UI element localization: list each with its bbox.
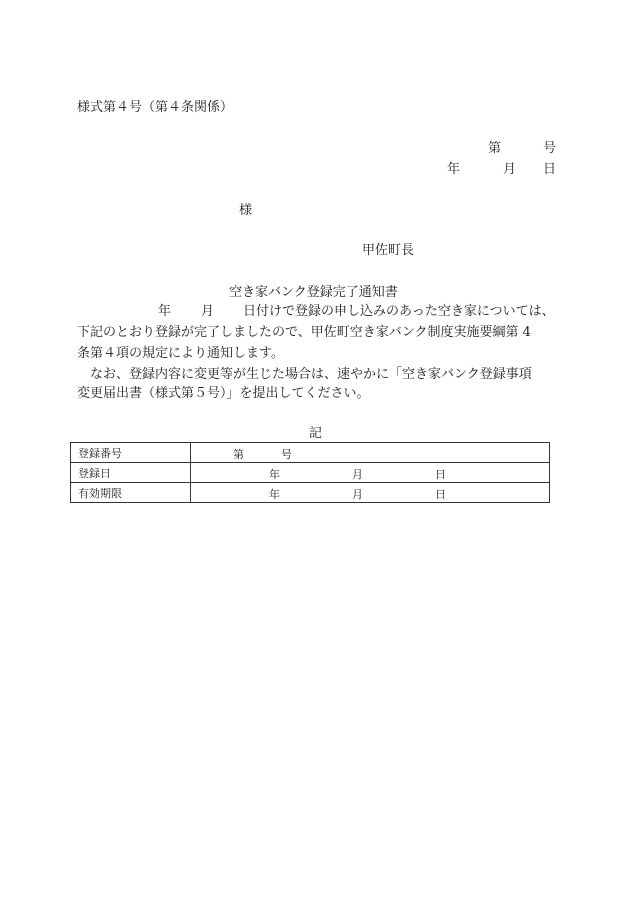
- body-line-3: 条第４項の規定により通知します。: [77, 346, 284, 361]
- body-line-1: 日付けで登録の申し込みのあった空き家については、: [243, 304, 555, 319]
- form-number: 様式第４号（第４条関係）: [77, 100, 234, 115]
- date-day: 日: [543, 162, 557, 177]
- value-year: 年: [269, 488, 280, 501]
- table-row: [71, 443, 550, 463]
- value-month: 月: [352, 488, 363, 501]
- body-line-4: なお、登録内容に変更等が生じた場合は、速やかに「空き家バンク登録事項: [77, 367, 532, 382]
- row-value-registration-number: [191, 443, 550, 463]
- body-line-5: 変更届出書（様式第５号）」を提出してください。: [77, 386, 370, 401]
- value-month: 月: [352, 468, 363, 481]
- row-label-registration-date: 登録日: [71, 463, 191, 483]
- value-day: 日: [435, 488, 446, 501]
- value-day: 日: [435, 468, 446, 481]
- table-row: [71, 463, 550, 483]
- value-go: 号: [281, 448, 292, 461]
- body-line-2: 下記のとおり登録が完了しましたので、甲佐町空き家バンク制度実施要綱第 4: [77, 325, 531, 340]
- addressee-suffix: 様: [239, 203, 253, 218]
- ki-heading: 記: [309, 426, 323, 441]
- row-value-expiry: [191, 483, 550, 503]
- registration-table: [70, 442, 550, 503]
- doc-number-dai: 第: [488, 141, 502, 156]
- value-dai: 第: [233, 448, 244, 461]
- value-year: 年: [269, 468, 280, 481]
- table-row: [71, 483, 550, 503]
- body-year: 年: [158, 304, 172, 319]
- date-year: 年: [447, 162, 461, 177]
- document-title: 空き家バンク登録完了通知書: [229, 285, 398, 300]
- date-month: 月: [503, 162, 517, 177]
- sender-name: 甲佐町長: [362, 243, 415, 258]
- body-month: 月: [201, 304, 215, 319]
- row-value-registration-date: [191, 463, 550, 483]
- row-label-registration-number: 登録番号: [71, 443, 191, 463]
- doc-number-go: 号: [543, 141, 557, 156]
- row-label-expiry: 有効期限: [71, 483, 191, 503]
